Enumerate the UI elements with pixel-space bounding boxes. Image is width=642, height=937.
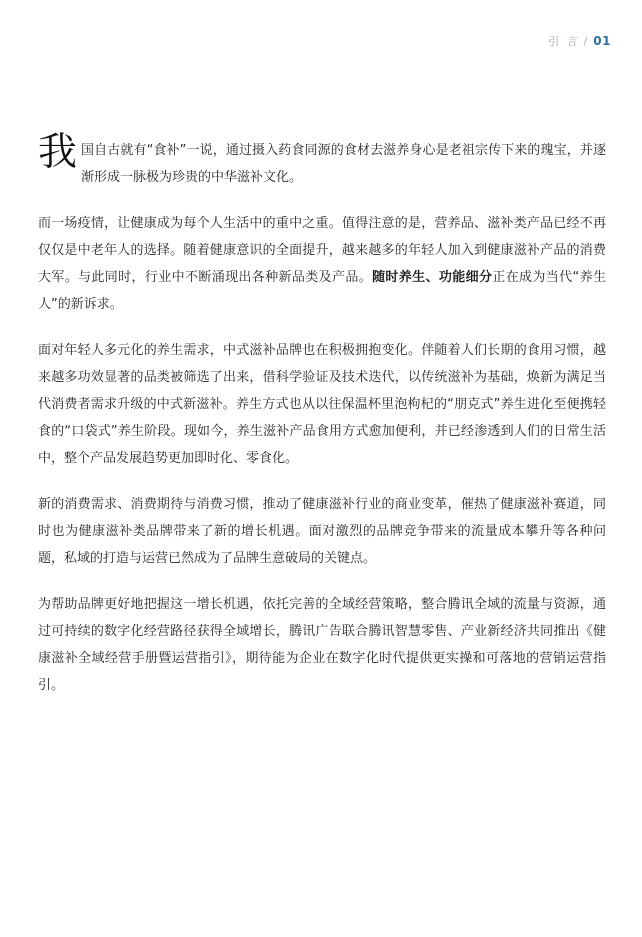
intro-paragraph-1-text: 国自古就有“食补”一说，通过摄入药食同源的食材去滋养身心是老祖宗传下来的瑰宝，并逐渐形成一脉极为珍贵的中华滋补文化。 <box>81 143 606 185</box>
intro-paragraph-3: 面对年轻人多元化的养生需求，中式滋补品牌也在积极拥抱变化。伴随着人们长期的食用习惯，越来越多功效显著的品类被筛选了出来，借科学验证及技术迭代，以传统滋补为基础，焕新为满足当代消费者需求升级的中式新滋补。养生方式也从以往保温杯里泡枸杞的“朋克式”养生进化至便携轻食的“口袋式”养生阶段。现如今，养生滋补产品食用方式愈加便利，并已经渗透到人们的日常生活中，整个产品发展趋势更加即时化、零食化。 <box>38 343 606 466</box>
intro-paragraph-2-text-before: 而一场疫情，让健康成为每个人生活中的重中之重。值得注意的是，营养品、滋补类产品已经不再仅仅是中老年人的选择。随着健康意识的全面提升，越来越多的年轻人加入到健康滋补产品的消费大军。与此同时，行业中不断涌现出各种新品类及产品。 <box>38 216 606 285</box>
intro-paragraph-5: 为帮助品牌更好地把握这一增长机遇，依托完善的全域经营策略，整合腾讯全域的流量与资源，通过可持续的数字化经营路径获得全域增长，腾讯广告联合腾讯智慧零售、产业新经济共同推出《健康滋补全域经营手册暨运营指引》，期待能为企业在数字化时代提供更实操和可落地的营销运营指引。 <box>38 597 606 693</box>
header-separator: / <box>583 35 588 48</box>
intro-paragraph-4: 新的消费需求、消费期待与消费习惯，推动了健康滋补行业的商业变革，催热了健康滋补赛道，同时也为健康滋补类品牌带来了新的增长机遇。面对激烈的品牌竞争带来的流量成本攀升等各种问题，私域的打造与运营已然成为了品牌生意破局的关键点。 <box>38 497 606 566</box>
page-header <box>548 33 611 49</box>
intro-paragraph-1 <box>38 128 606 191</box>
intro-content <box>38 128 606 699</box>
intro-paragraph-2 <box>38 210 606 318</box>
page-number: 01 <box>593 34 611 48</box>
intro-paragraph-2-text-after: 正在成为当代“养生人”的新诉求。 <box>38 270 606 312</box>
intro-paragraph-2-highlight: 随时养生、功能细分 <box>372 270 493 285</box>
section-label: 引 言 <box>548 35 580 48</box>
drop-cap: 我 <box>38 130 78 175</box>
